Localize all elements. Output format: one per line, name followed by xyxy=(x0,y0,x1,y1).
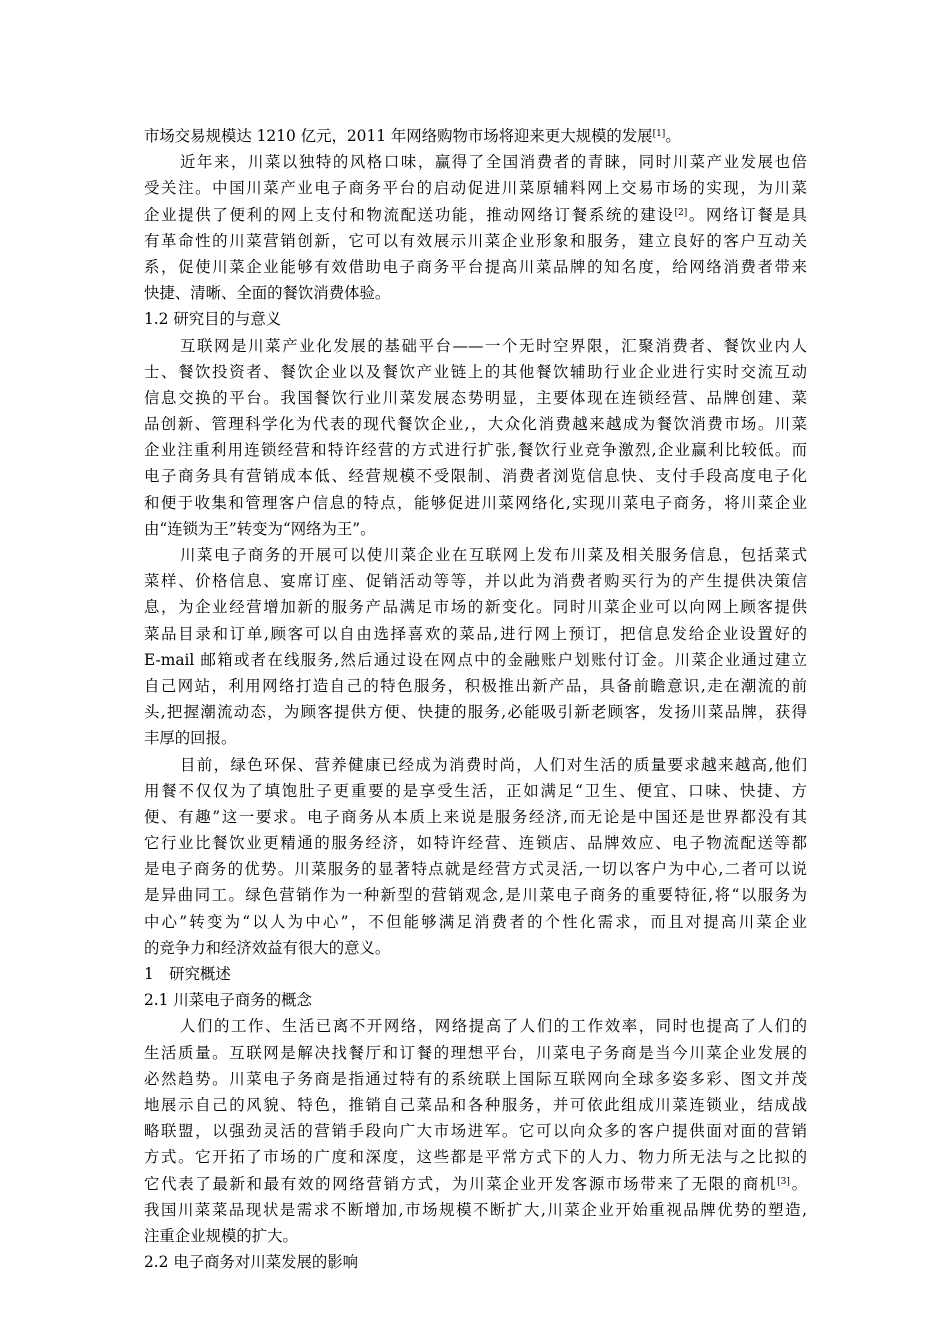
text-line: 我国川菜菜品现状是需求不断增加,市场规模不断扩大,川菜企业开始重视品牌优势的塑造, xyxy=(144,1200,807,1219)
text-line: 生活质量。互联网是解决找餐厅和订餐的理想平台，川菜电子务商是当今川菜企业发展的 xyxy=(144,1043,807,1062)
text-line: 用餐不仅仅为了填饱肚子更重要的是享受生活，正如满足“卫生、便宜、口味、快捷、方 xyxy=(144,781,807,800)
text-line xyxy=(144,123,807,149)
text-line: 它行业比餐饮业更精通的服务经济，如特许经营、连锁店、品牌效应、电子物流配送等都 xyxy=(144,834,807,853)
text-line: 息，为企业经营增加新的服务产品满足市场的新变化。同时川菜企业可以向网上顾客提供 xyxy=(144,598,807,617)
text-line: 近年来，川菜以独特的风格口味，赢得了全国消费者的青睐，同时川菜产业发展也倍 xyxy=(180,153,807,172)
text-line: 士、餐饮投资者、餐饮企业以及餐饮产业链上的其他餐饮辅助行业企业进行实时交流互动 xyxy=(144,362,807,381)
text-line: 企业注重利用连锁经营和特许经营的方式进行扩张,餐饮行业竞争激烈,企业赢利比较低。而 xyxy=(144,441,807,460)
text-run: 。 xyxy=(789,1174,807,1193)
text-run: 。网络订餐是具 xyxy=(687,205,807,224)
text-line: 菜样、价格信息、宴席订座、促销活动等等，并以此为消费者购买行为的产生提供决策信 xyxy=(144,572,807,591)
text-line: 是异曲同工。绿色营销作为一种新型的营销观念,是川菜电子商务的重要特征,将“以服务为 xyxy=(144,886,807,905)
text-run: 企业提供了便利的网上支付和物流配送功能，推动网络订餐系统的建设 xyxy=(144,205,675,224)
section-heading: 1.2 研究目的与意义 xyxy=(144,310,282,329)
paragraph xyxy=(144,542,807,752)
text-line: 互联网是川菜产业化发展的基础平台——一个无时空界限，汇聚消费者、餐饮业内人 xyxy=(180,336,807,355)
text-run: 市场交易规模达 1210 亿元，2011 年网络购物市场将迎来更大规模的发展 xyxy=(144,127,653,145)
paragraph xyxy=(144,333,807,543)
text-line: 目前，绿色环保、营养健康已经成为消费时尚，人们对生活的质量要求越来越高,他们 xyxy=(180,755,807,774)
text-line: 电子商务具有营销成本低、经营规模不受限制、消费者浏览信息快、支付手段高度电子化 xyxy=(144,467,807,486)
text-line: 有革命性的川菜营销创新，它可以有效展示川菜企业形象和服务，建立良好的客户互动关 xyxy=(144,231,807,250)
text-line: E-mail 邮箱或者在线服务,然后通过设在网点中的金融账户划账付订金。川菜企业通过建立 xyxy=(144,650,807,669)
citation-ref: [2] xyxy=(674,207,688,218)
document-page xyxy=(144,123,807,1275)
paragraph xyxy=(144,1013,807,1249)
text-line: 地展示自己的风貌、特色，推销自己菜品和各种服务，并可依此组成川菜连锁业，结成战 xyxy=(144,1095,807,1114)
text-line: 注重企业规模的扩大。 xyxy=(144,1226,298,1245)
text-line: 受关注。中国川菜产业电子商务平台的启动促进川菜原辅料网上交易市场的实现，为川菜 xyxy=(144,179,807,198)
section-heading: 2.2 电子商务对川菜发展的影响 xyxy=(144,1253,359,1272)
text-line: 方式。它开拓了市场的广度和深度，这些都是平常方式下的人力、物力所无法与之比拟的 xyxy=(144,1148,807,1167)
text-run: 。 xyxy=(665,127,681,145)
paragraph xyxy=(144,149,807,306)
text-line: 信息交换的平台。我国餐饮行业川菜发展态势明显，主要体现在连锁经营、品牌创建、菜 xyxy=(144,388,807,407)
text-line: 中心”转变为“以人为中心”，不但能够满足消费者的个性化需求，而且对提高川菜企业 xyxy=(144,912,807,931)
text-line: 头,把握潮流动态，为顾客提供方便、快捷的服务,必能吸引新老顾客，发扬川菜品牌，获得 xyxy=(144,703,807,722)
text-line: 和便于收集和管理客户信息的特点，能够促进川菜网络化,实现川菜电子商务，将川菜企业 xyxy=(144,493,807,512)
section-heading: 1 研究概述 xyxy=(144,965,231,983)
text-line: 必然趋势。川菜电子务商是指通过特有的系统联上国际互联网向全球多姿多彩、图文并茂 xyxy=(144,1069,807,1088)
text-line: 川菜电子商务的开展可以使川菜企业在互联网上发布川菜及相关服务信息，包括菜式 xyxy=(180,546,807,564)
text-run: 它代表了最新和最有效的网络营销方式，为川菜企业开发客源市场带来了无限的商机 xyxy=(144,1174,778,1193)
text-line: 快捷、清晰、全面的餐饮消费体验。 xyxy=(144,284,391,303)
text-line: 菜品目录和订单,顾客可以自由选择喜欢的菜品,进行网上预订，把信息发给企业设置好的 xyxy=(144,624,807,643)
text-line xyxy=(144,1171,807,1197)
text-line: 品创新、管理科学化为代表的现代餐饮企业,，大众化消费越来越成为餐饮消费市场。川菜 xyxy=(144,415,807,434)
text-line: 人们的工作、生活已离不开网络，网络提高了人们的工作效率，同时也提高了人们的 xyxy=(180,1017,807,1036)
section-heading: 2.1 川菜电子商务的概念 xyxy=(144,991,312,1010)
text-line: 的竞争力和经济效益有很大的意义。 xyxy=(144,938,391,957)
paragraph xyxy=(144,752,807,962)
text-line: 略联盟，以强劲灵活的营销手段向广大市场进军。它可以向众多的客户提供面对面的营销 xyxy=(144,1122,807,1141)
paragraph xyxy=(144,123,807,149)
citation-ref: [1] xyxy=(652,129,666,139)
text-line xyxy=(144,202,807,228)
text-line: 便、有趣”这一要求。电子商务从本质上来说是服务经济,而无论是中国还是世界都没有其 xyxy=(144,807,807,826)
text-line: 系，促使川菜企业能够有效借助电子商务平台提高川菜品牌的知名度，给网络消费者带来 xyxy=(144,257,807,276)
text-line: 是电子商务的优势。川菜服务的显著特点就是经营方式灵活,一切以客户为中心,二者可以说 xyxy=(144,860,807,879)
text-line: 自己网站，利用网络打造自己的特色服务，积极推出新产品，具备前瞻意识,走在潮流的前 xyxy=(144,676,807,695)
text-line: 丰厚的回报。 xyxy=(144,729,237,748)
text-line: 由“连锁为王”转变为“网络为王”。 xyxy=(144,519,376,538)
citation-ref: [3] xyxy=(777,1176,790,1187)
